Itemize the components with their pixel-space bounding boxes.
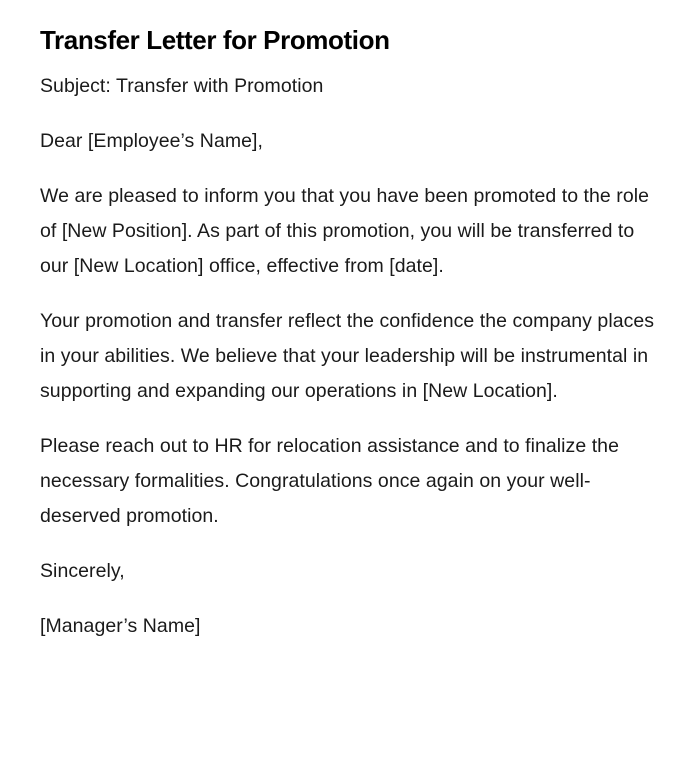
body-paragraph-2: Your promotion and transfer reflect the confidence the company places in your abilities. We believe that your leadership will be instrumental in supporting and expanding our operations in [New Location]. [40, 310, 655, 402]
body-paragraph-3: Please reach out to HR for relocation assistance and to finalize the necessary formalities. Congratulations once again on your well-deserved promotion. [40, 435, 619, 527]
closing: Sincerely, [40, 560, 125, 582]
document-title: Transfer Letter for Promotion [40, 25, 390, 55]
signature: [Manager’s Name] [40, 615, 201, 637]
subject-line: Subject: Transfer with Promotion [40, 75, 324, 97]
body-paragraph-1: We are pleased to inform you that you have been promoted to the role of [New Position]. As part of this promotion, you will be transferred to our [New Location] office, effective from [date]. [40, 185, 649, 277]
salutation: Dear [Employee’s Name], [40, 130, 263, 152]
